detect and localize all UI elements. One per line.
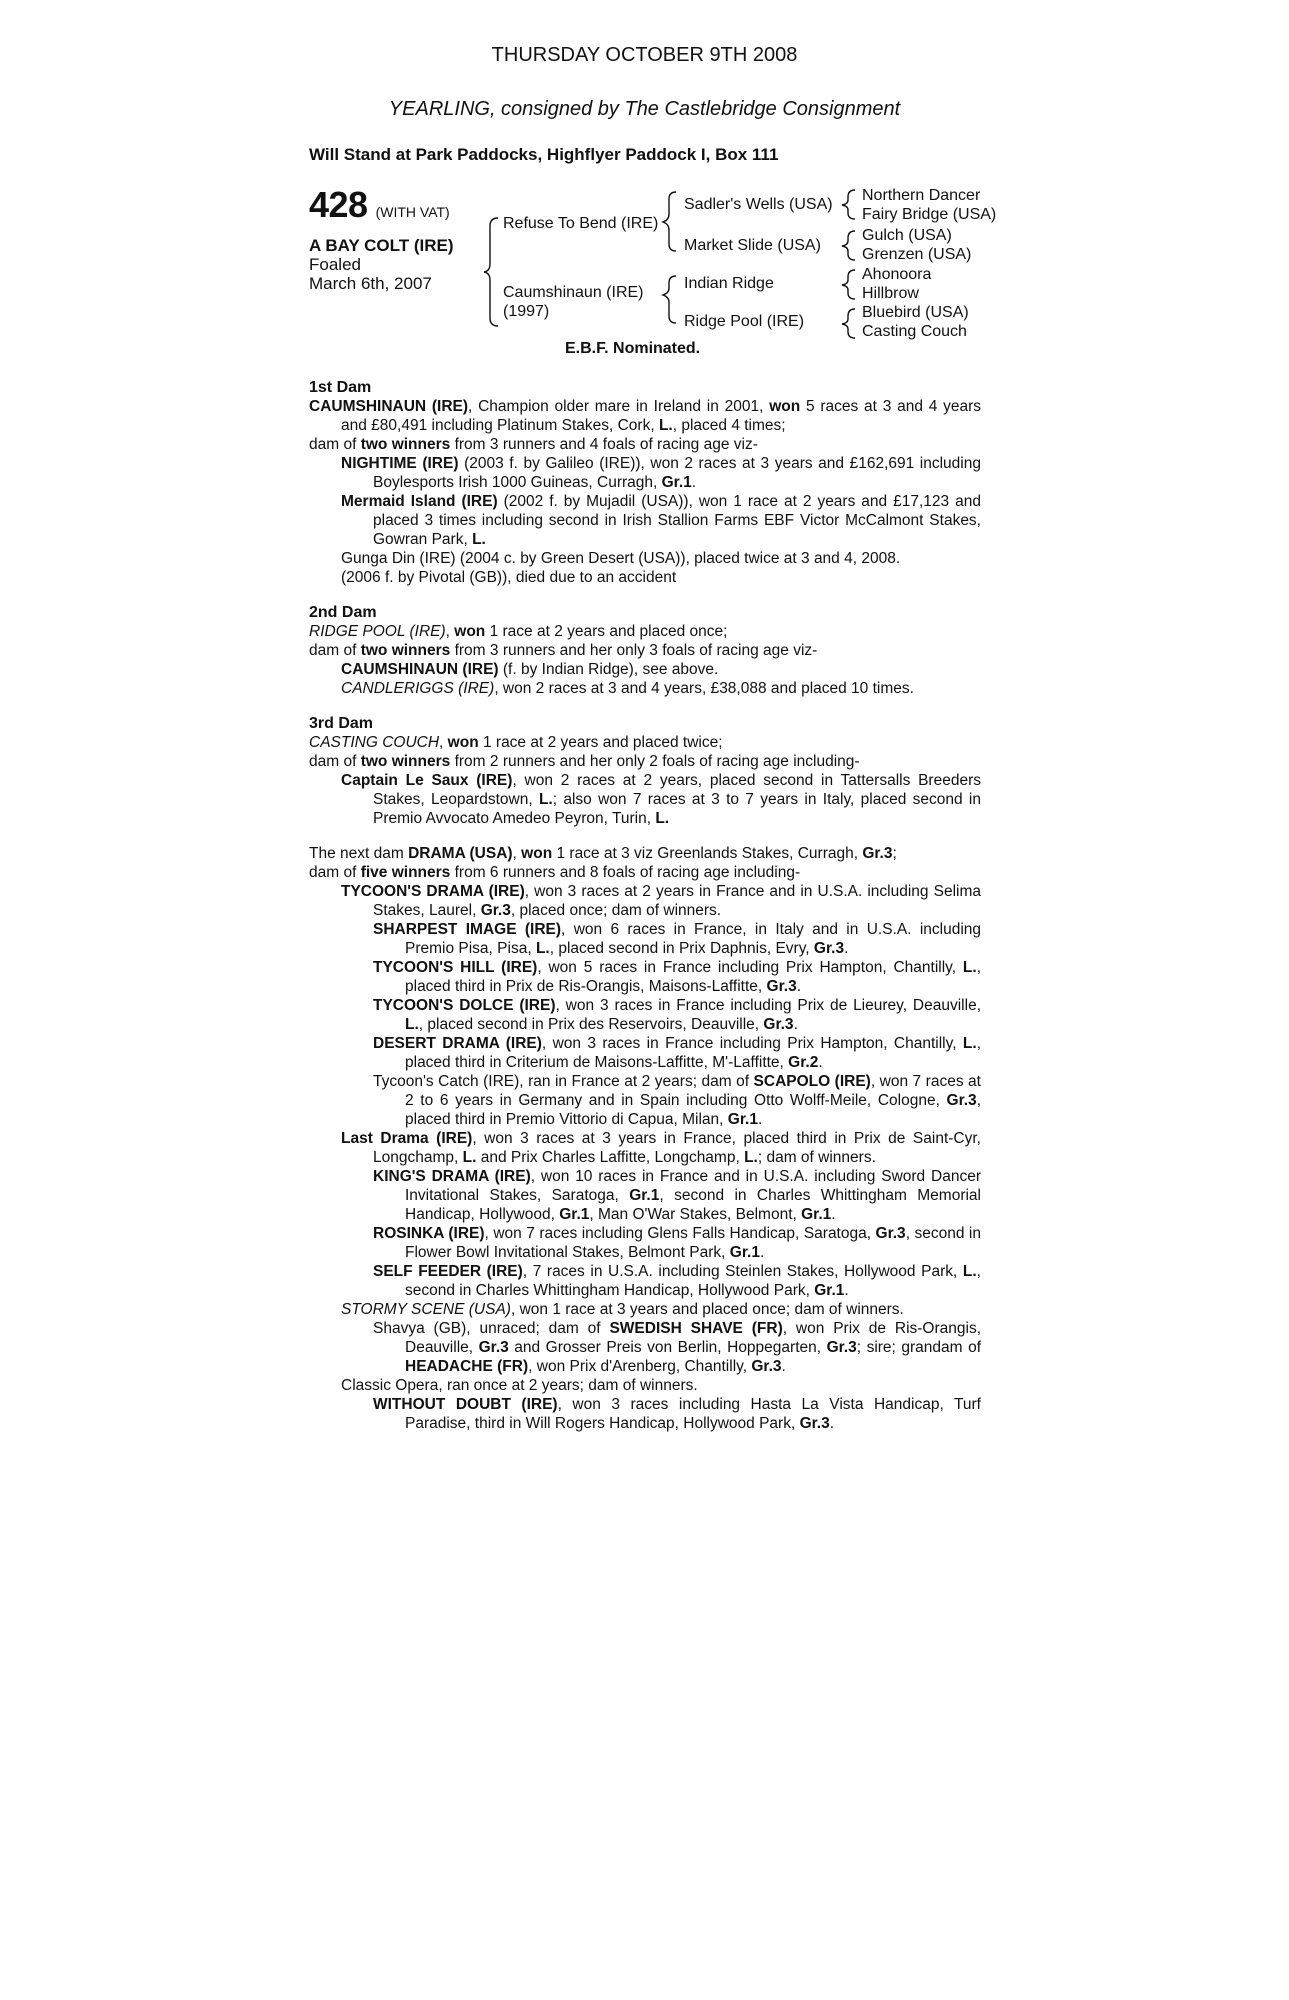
first-dam-offspring: (2006 f. by Pivotal (GB)), died due to an accident [341,569,677,586]
next-dam-grandoffspring: SHARPEST IMAGE (IRE), won 6 races in France, in Italy and in U.S.A. including Premio Pisa, Pisa, L., placed second in Prix Daphnis, Evry, Gr.3. [373,921,981,957]
first-dam-offspring: NIGHTIME (IRE) (2003 f. by Galileo (IRE)), won 2 races at 3 years and £162,691 including Boylesports Irish 1000 Guineas, Curragh, Gr.1. [341,455,981,491]
next-dam-grandoffspring: KING'S DRAMA (IRE), won 10 races in France and in U.S.A. including Sword Dancer Invitational Stakes, Saratoga, Gr.1, second in Charles Whittingham Memorial Handicap, Hollywood, Gr.1, Man O'War Stakes, Belmont, Gr.1. [373,1168,981,1223]
consignment-line: YEARLING, consigned by The Castlebridge Consignment [388,98,901,120]
third-dam-section [309,714,981,828]
next-dam-grandoffspring: DESERT DRAMA (IRE), won 3 races in France including Prix Hampton, Chantilly, L., placed third in Criterium de Maisons-Laffitte, M'-Laffitte, Gr.2. [373,1035,981,1071]
next-dam-grandoffspring: SELF FEEDER (IRE), 7 races in U.S.A. including Steinlen Stakes, Hollywood Park, L., second in Charles Whittingham Handicap, Hollywood Park, Gr.1. [373,1263,981,1299]
third-dam-produce-summary: dam of two winners from 2 runners and her only 2 foals of racing age including- [309,753,860,770]
second-dam-section [309,603,981,698]
stand-location: Will Stand at Park Paddocks, Highflyer Paddock I, Box 111 [309,145,779,164]
first-dam-offspring: Gunga Din (IRE) (2004 c. by Green Desert (USA)), placed twice at 3 and 4, 2008. [341,550,901,567]
first-dam-heading: 1st Dam [309,379,372,396]
next-dam-grandoffspring: TYCOON'S HILL (IRE), won 5 races in France including Prix Hampton, Chantilly, L., placed third in Prix de Ris-Orangis, Maisons-Laffitte, Gr.3. [373,959,982,995]
pedigree-g3-2: Fairy Bridge (USA) [862,206,997,223]
next-dam-grandoffspring: Tycoon's Catch (IRE), ran in France at 2 years; dam of SCAPOLO (IRE), won 7 races at 2 to 6 years in Germany and in Spain including Otto Wolff-Meile, Cologne, Gr.3, placed third in Premio Vittorio di Capua, Milan, Gr.1. [373,1073,981,1128]
pedigree-g3-1: Northern Dancer [862,187,981,204]
next-dam-record: The next dam DRAMA (USA), won 1 race at 3 viz Greenlands Stakes, Curragh, Gr.3; [309,845,897,862]
second-dam-produce-summary: dam of two winners from 3 runners and her only 3 foals of racing age viz- [309,642,818,659]
second-dam-offspring: CAUMSHINAUN (IRE) (f. by Indian Ridge), see above. [341,661,719,678]
next-dam-offspring: STORMY SCENE (USA), won 1 race at 3 years and placed once; dam of winners. [341,1301,904,1318]
third-dam-record: CASTING COUCH, won 1 race at 2 years and placed twice; [309,734,723,751]
pedigree-sire-sire: Sadler's Wells (USA) [684,196,833,213]
first-dam-produce-summary: dam of two winners from 3 runners and 4 foals of racing age viz- [309,436,758,453]
catalogue-body [309,378,981,1433]
next-dam-offspring: Last Drama (IRE), won 3 races at 3 years in France, placed third in Prix de Saint-Cyr, Longchamp, L. and Prix Charles Laffitte, Longchamp, L.; dam of winners. [341,1130,981,1166]
pedigree-dam-year: (1997) [503,303,550,320]
first-dam-offspring: Mermaid Island (IRE) (2002 f. by Mujadil (USA)), won 1 race at 2 years and £17,123 and placed 3 times including second in Irish Stallion Farms EBF Victor McCalmont Stakes, Gowran Park, L. [341,493,981,548]
ebf-nomination: E.B.F. Nominated. [565,340,701,357]
second-dam-heading: 2nd Dam [309,604,377,621]
foaled-date: March 6th, 2007 [309,274,432,293]
first-dam-record: CAUMSHINAUN (IRE), Champion older mare in Ireland in 2001, won 5 races at 3 and 4 years and £80,491 including Platinum Stakes, Cork, L., placed 4 times; [309,398,981,434]
pedigree-g3-8: Casting Couch [862,323,967,340]
next-dam-offspring: Classic Opera, ran once at 2 years; dam of winners. [341,1377,698,1394]
first-dam-section [309,378,981,587]
second-dam-record: RIDGE POOL (IRE), won 1 race at 2 years and placed once; [309,623,728,640]
next-dam-grandoffspring: ROSINKA (IRE), won 7 races including Glens Falls Handicap, Saratoga, Gr.3, second in Flower Bowl Invitational Stakes, Belmont Park, Gr.1. [373,1225,981,1261]
pedigree-g3-7: Bluebird (USA) [862,304,969,321]
next-dam-produce-summary: dam of five winners from 6 runners and 8 foals of racing age including- [309,864,801,881]
pedigree-brackets [0,0,1289,360]
pedigree-g3-3: Gulch (USA) [862,227,952,244]
next-dam-offspring: TYCOON'S DRAMA (IRE), won 3 races at 2 years in France and in U.S.A. including Selima Stakes, Laurel, Gr.3, placed once; dam of winners. [341,883,981,919]
pedigree-g3-4: Grenzen (USA) [862,246,972,263]
next-dam-grandoffspring: Shavya (GB), unraced; dam of SWEDISH SHAVE (FR), won Prix de Ris-Orangis, Deauville, Gr.3 and Grosser Preis von Berlin, Hoppegarten, Gr.3; sire; grandam of HEADACHE (FR), won Prix d'Arenberg, Chantilly, Gr.3. [373,1320,982,1375]
horse-name: A BAY COLT (IRE) [309,236,454,255]
pedigree-dam-dam: Ridge Pool (IRE) [684,313,805,330]
pedigree-dam-sire: Indian Ridge [684,275,774,292]
pedigree-g3-6: Hillbrow [862,285,919,302]
sale-date: THURSDAY OCTOBER 9TH 2008 [491,44,798,66]
next-dam-grandoffspring: WITHOUT DOUBT (IRE), won 3 races including Hasta La Vista Handicap, Turf Paradise, third in Will Rogers Handicap, Hollywood Park, Gr.3. [373,1396,981,1432]
lot-number: 428 [309,184,368,225]
pedigree-sire: Refuse To Bend (IRE) [503,215,659,232]
second-dam-offspring: CANDLERIGGS (IRE), won 2 races at 3 and 4 years, £38,088 and placed 10 times. [341,680,914,697]
third-dam-heading: 3rd Dam [309,715,374,732]
third-dam-offspring: Captain Le Saux (IRE), won 2 races at 2 years, placed second in Tattersalls Breeders Stakes, Leopardstown, L.; also won 7 races at 3 to 7 years in Italy, placed second in Premio Avvocato Amedeo Peyron, Turin, L. [341,772,981,827]
pedigree-sire-dam: Market Slide (USA) [684,237,821,254]
vat-note: (WITH VAT) [375,204,450,220]
next-dam-grandoffspring: TYCOON'S DOLCE (IRE), won 3 races in France including Prix de Lieurey, Deauville, L., placed second in Prix des Reservoirs, Deauville, Gr.3. [373,997,981,1033]
next-dam-section [309,844,981,1433]
pedigree-dam: Caumshinaun (IRE) [503,284,644,301]
pedigree-g3-5: Ahonoora [862,266,932,283]
foaled-label: Foaled [309,255,361,274]
